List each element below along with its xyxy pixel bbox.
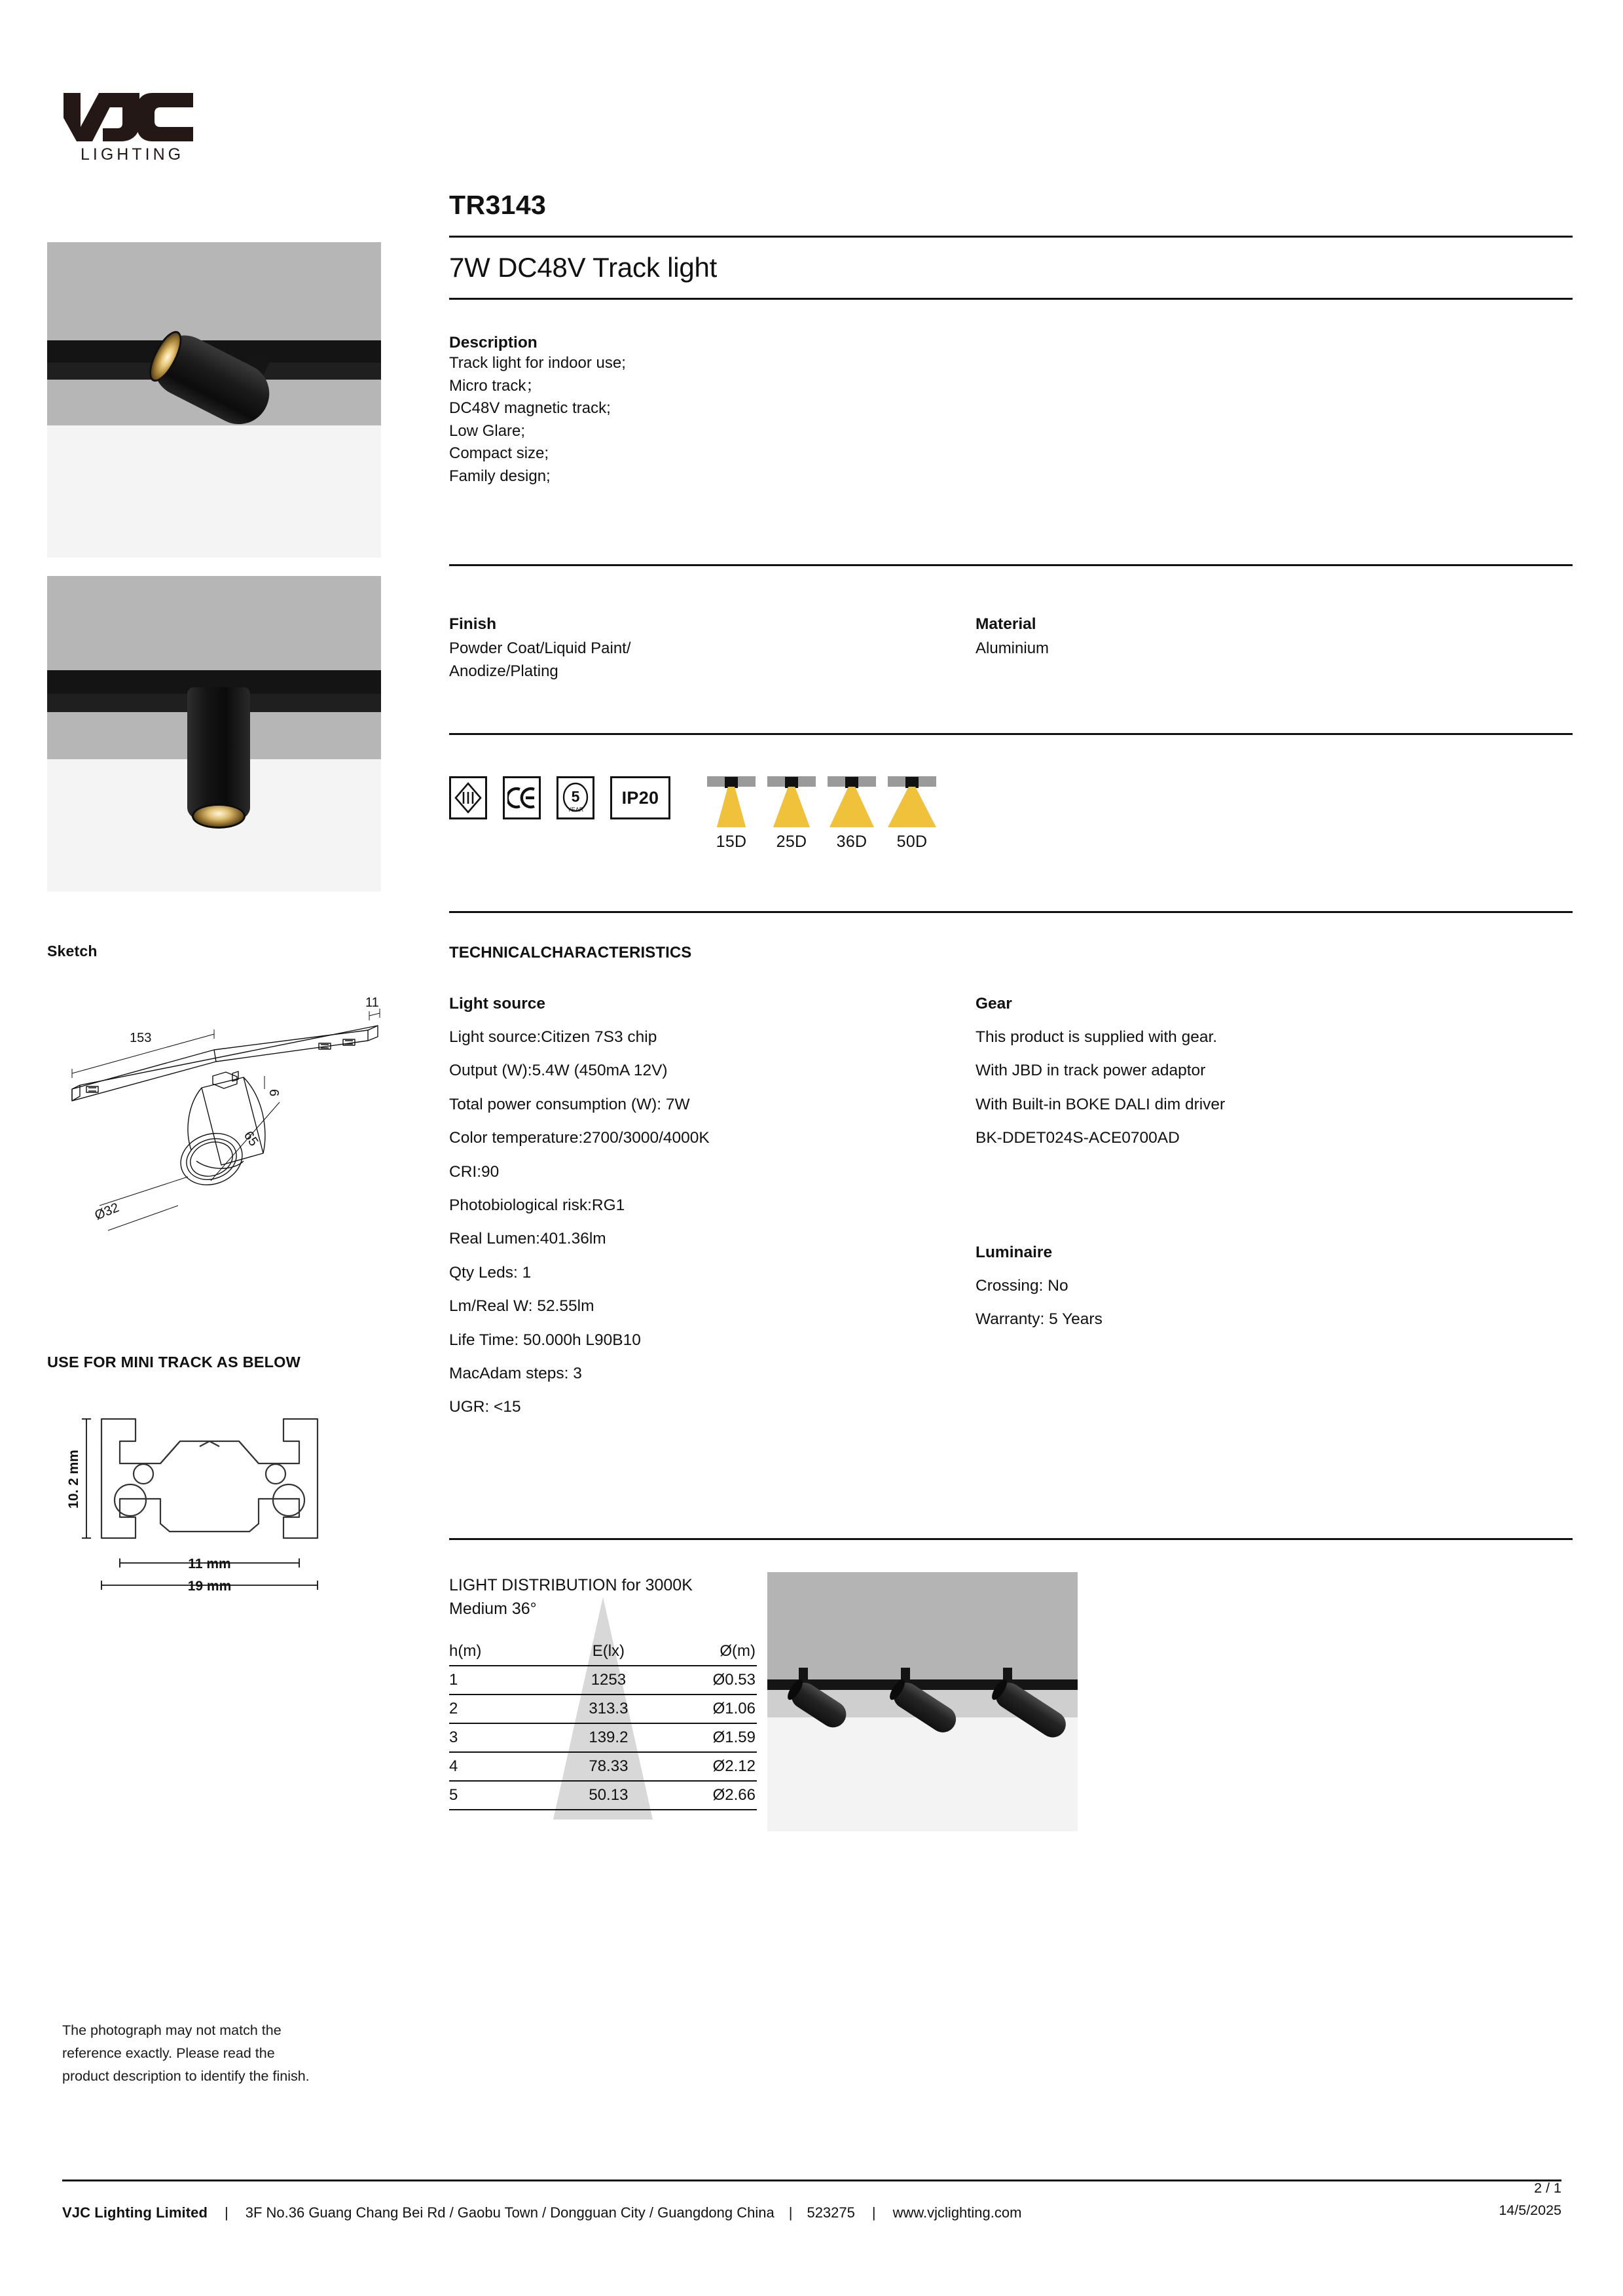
- light-source-block: [449, 995, 921, 1431]
- warranty-number: 5: [571, 788, 580, 805]
- description-line: Micro track；: [449, 376, 542, 395]
- dim-track-height: 10. 2 mm: [66, 1450, 81, 1509]
- footer-separator: |: [788, 2204, 793, 2221]
- material-heading: Material: [976, 615, 1036, 633]
- brand-tagline: LIGHTING: [81, 145, 185, 164]
- luminaire-heading: Luminaire: [976, 1244, 1053, 1261]
- disclaimer-line: product description to identify the finish.: [62, 2068, 310, 2084]
- dim-track-inner-width: 11 mm: [188, 1556, 231, 1571]
- product-title: 7W DC48V Track light: [449, 252, 718, 283]
- divider: [449, 298, 1573, 300]
- disclaimer-line: reference exactly. Please read the: [62, 2045, 275, 2061]
- luminaire-block: [976, 1244, 1395, 1344]
- photo-wall-upper: [767, 1572, 1078, 1686]
- spec-row: Total power consumption (W): 7W: [449, 1095, 690, 1113]
- column-header-height: h(m): [449, 1638, 554, 1666]
- column-header-diameter: Ø(m): [665, 1638, 757, 1666]
- divider: [449, 236, 1573, 238]
- sketch-label: Sketch: [47, 942, 98, 960]
- beam-cone-icon: [707, 787, 756, 827]
- material-line: Aluminium: [976, 639, 1049, 657]
- tech-heading-part1: TECHNICAL: [449, 944, 541, 961]
- spec-row: Warranty: 5 Years: [976, 1310, 1103, 1329]
- finish-block: [449, 615, 947, 683]
- ip-rating-badge: [610, 776, 670, 819]
- ip-rating-label: IP20: [621, 787, 659, 808]
- divider: [449, 1538, 1573, 1540]
- description-line: Low Glare;: [449, 422, 526, 440]
- divider: [449, 911, 1573, 913]
- description-heading: Description: [449, 334, 538, 351]
- dim-barrel-length: 65: [240, 1128, 261, 1149]
- page-number: 2 / 1: [1534, 2180, 1561, 2196]
- beam-angle-item: [767, 776, 816, 852]
- disclaimer-line: The photograph may not match the: [62, 2022, 282, 2038]
- spec-row: Qty Leds: 1: [449, 1263, 532, 1282]
- finish-heading: Finish: [449, 615, 497, 633]
- cell-illuminance: 50.13: [554, 1781, 665, 1810]
- beam-angle-label: 50D: [896, 833, 928, 851]
- cell-diameter: Ø1.59: [665, 1723, 757, 1752]
- spec-row: Color temperature:2700/3000/4000K: [449, 1129, 710, 1147]
- footer-company: VJC Lighting Limited: [62, 2204, 208, 2221]
- spec-row: MacAdam steps: 3: [449, 1364, 582, 1382]
- spec-row: Output (W):5.4W (450mA 12V): [449, 1062, 668, 1080]
- cell-diameter: Ø2.12: [665, 1752, 757, 1781]
- cell-height: 2: [449, 1695, 554, 1723]
- cell-diameter: Ø2.66: [665, 1781, 757, 1810]
- product-photo-vertical: [47, 576, 381, 891]
- spec-row: Life Time: 50.000h L90B10: [449, 1331, 641, 1349]
- footer-separator: |: [871, 2204, 876, 2221]
- spec-row: With Built-in BOKE DALI dim driver: [976, 1095, 1226, 1113]
- beam-angle-label: 36D: [836, 833, 867, 851]
- document-date: 14/5/2025: [1499, 2202, 1561, 2219]
- table-row: [449, 1723, 757, 1752]
- ceiling-bar-icon: [707, 776, 756, 787]
- spec-row: CRI:90: [449, 1162, 500, 1181]
- table-row: [449, 1781, 757, 1810]
- column-header-illuminance: E(lx): [554, 1638, 665, 1666]
- certification-badges: [449, 776, 1573, 852]
- light-source-heading: Light source: [449, 995, 546, 1013]
- warranty-unit: YEAR: [567, 806, 584, 813]
- spec-row: Crossing: No: [976, 1277, 1068, 1295]
- material-block: [976, 615, 1368, 660]
- footer-postal-code: 523275: [807, 2204, 855, 2221]
- beam-angle-item: [828, 776, 876, 852]
- footer-separator: |: [225, 2204, 228, 2221]
- spec-row: UGR: <15: [449, 1398, 521, 1416]
- product-photo-angled: [47, 242, 381, 558]
- brand-logo: [62, 92, 239, 164]
- table-row: [449, 1695, 757, 1723]
- ceiling-bar-icon: [828, 776, 876, 787]
- description-line: DC48V magnetic track;: [449, 399, 611, 418]
- table-header-row: [449, 1638, 757, 1666]
- description-line: Family design;: [449, 467, 551, 485]
- beam-cone-icon: [767, 787, 816, 827]
- spec-row: This product is supplied with gear.: [976, 1028, 1218, 1046]
- light-distribution-title: LIGHT DISTRIBUTION for 3000K: [449, 1576, 693, 1594]
- spotlight-fixture: [187, 687, 250, 825]
- sketch-drawing: [47, 990, 388, 1265]
- spec-row: Lm/Real W: 52.55lm: [449, 1297, 594, 1316]
- cell-illuminance: 313.3: [554, 1695, 665, 1723]
- spec-row: Photobiological risk:RG1: [449, 1196, 625, 1214]
- ceiling-bar-icon: [767, 776, 816, 787]
- application-photo: [767, 1572, 1078, 1831]
- description-line: Compact size;: [449, 444, 549, 463]
- dim-height: 6: [266, 1089, 281, 1097]
- gear-block: [976, 995, 1395, 1162]
- cell-height: 3: [449, 1723, 554, 1752]
- product-code: TR3143: [449, 190, 547, 220]
- page-footer: [62, 2180, 1561, 2221]
- gear-heading: Gear: [976, 995, 1012, 1013]
- mini-track-profile-drawing: [62, 1401, 357, 1597]
- tech-heading-part2: CHARACTERISTICS: [540, 944, 692, 961]
- beam-cone-icon: [828, 787, 876, 827]
- spotlight-mount: [901, 1668, 910, 1679]
- beam-angle-item: [707, 776, 756, 852]
- footer-website[interactable]: www.vjclighting.com: [892, 2204, 1022, 2221]
- description-block: [449, 334, 1573, 488]
- divider: [449, 733, 1573, 735]
- ceiling-bar-icon: [888, 776, 936, 787]
- finish-line: Powder Coat/Liquid Paint/: [449, 639, 631, 657]
- photo-wall-lower: [47, 425, 381, 558]
- beam-angle-item: [888, 776, 936, 852]
- beam-angle-icons: [707, 776, 936, 852]
- cell-height: 1: [449, 1666, 554, 1695]
- dim-length: 153: [130, 1031, 152, 1045]
- spotlight-mount: [799, 1668, 808, 1679]
- light-distribution-block: [449, 1574, 757, 1810]
- dim-diameter: Ø32: [92, 1200, 121, 1223]
- light-distribution-table: [449, 1638, 757, 1810]
- footer-address: 3F No.36 Guang Chang Bei Rd / Gaobu Town / Dongguan City / Guangdong China: [245, 2204, 775, 2221]
- spotlight-lens: [192, 804, 246, 829]
- spec-row: BK-DDET024S-ACE0700AD: [976, 1129, 1180, 1147]
- spec-row: Real Lumen:401.36lm: [449, 1230, 606, 1248]
- cell-diameter: Ø1.06: [665, 1695, 757, 1723]
- mini-track-label: USE FOR MINI TRACK AS BELOW: [47, 1354, 301, 1371]
- beam-angle-label: 25D: [776, 833, 807, 851]
- ce-mark-icon: [503, 776, 541, 819]
- spotlight-mount: [1003, 1668, 1012, 1679]
- beam-angle-label: 15D: [716, 833, 747, 851]
- finish-line: Anodize/Plating: [449, 662, 558, 680]
- description-line: Track light for indoor use;: [449, 354, 626, 372]
- cell-diameter: Ø0.53: [665, 1666, 757, 1695]
- class-three-icon: [449, 776, 487, 819]
- five-year-warranty-icon: [556, 776, 594, 819]
- cell-illuminance: 78.33: [554, 1752, 665, 1781]
- photo-wall-lower: [767, 1717, 1078, 1831]
- dim-track-outer-width: 19 mm: [187, 1579, 232, 1594]
- dim-width: 11: [365, 996, 379, 1010]
- table-row: [449, 1752, 757, 1781]
- photo-disclaimer: [62, 2019, 337, 2087]
- spec-row: With JBD in track power adaptor: [976, 1062, 1206, 1080]
- table-row: [449, 1666, 757, 1695]
- light-distribution-subtitle: Medium 36°: [449, 1599, 537, 1618]
- cell-height: 4: [449, 1752, 554, 1781]
- cell-height: 5: [449, 1781, 554, 1810]
- footer-divider: [62, 2179, 1561, 2181]
- cell-illuminance: 139.2: [554, 1723, 665, 1752]
- cell-illuminance: 1253: [554, 1666, 665, 1695]
- spec-row: Light source:Citizen 7S3 chip: [449, 1028, 657, 1046]
- beam-cone-icon: [888, 787, 936, 827]
- technical-characteristics-heading: [449, 944, 1573, 962]
- divider: [449, 564, 1573, 566]
